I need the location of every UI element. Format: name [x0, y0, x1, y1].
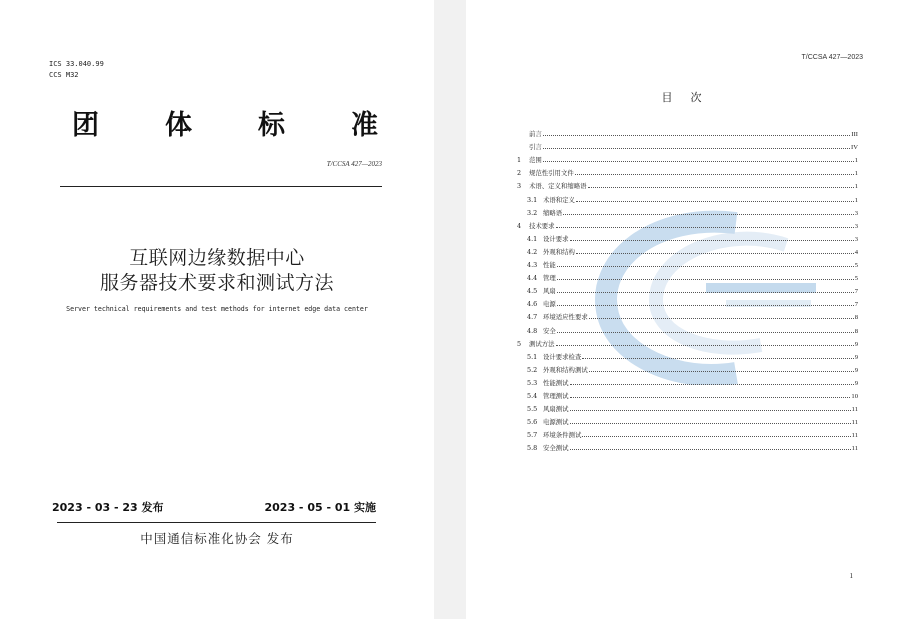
toc-entry-page: 3 — [854, 222, 858, 230]
toc-entry-page: 11 — [851, 445, 858, 453]
toc-entry-title: 电源测试 — [543, 418, 569, 427]
toc-entry-title: 测试方法 — [529, 339, 555, 348]
standard-type-heading — [72, 103, 378, 142]
standard-type-char: 体 — [165, 110, 192, 141]
toc-leader-dots — [576, 201, 854, 202]
toc-entry-number: 3.1 — [527, 195, 538, 204]
toc-leader-dots — [570, 423, 851, 424]
toc-leader-dots — [575, 174, 854, 175]
toc-entry-page: 8 — [854, 327, 858, 335]
toc-leader-dots — [556, 227, 854, 228]
toc-entry[interactable] — [517, 361, 858, 374]
toc-entry-number: 5.6 — [527, 418, 538, 427]
toc-entry-page: 9 — [854, 366, 858, 374]
toc-entry[interactable] — [517, 282, 858, 295]
toc-entry-page: 1 — [854, 170, 858, 178]
toc-entry[interactable] — [517, 295, 858, 308]
document-title-line-1: 互联网边缘数据中心 — [129, 247, 305, 269]
toc-leader-dots — [563, 214, 854, 215]
toc-entry[interactable] — [517, 374, 858, 387]
toc-entry-title: 技术要求 — [529, 221, 555, 230]
toc-leader-dots — [557, 305, 854, 306]
toc-entry-number: 4.5 — [527, 287, 538, 296]
toc-entry-number: 4.8 — [527, 326, 538, 335]
toc-entry-title: 环境适应性要求 — [543, 313, 588, 322]
toc-leader-dots — [543, 135, 851, 136]
toc-entry[interactable] — [517, 164, 858, 177]
cover-page — [0, 0, 434, 619]
toc-entry-page: IV — [851, 144, 858, 152]
toc-page — [466, 0, 897, 619]
toc-leader-dots — [556, 345, 854, 346]
toc-leader-dots — [557, 292, 854, 293]
standard-code: T/CCSA 427—2023 — [801, 54, 863, 61]
toc-entry-page: 7 — [854, 288, 858, 296]
toc-entry-page: 1 — [854, 183, 858, 191]
page-number: 1 — [849, 572, 853, 580]
toc-leader-dots — [543, 148, 850, 149]
toc-entry-page: 3 — [854, 235, 858, 243]
toc-leader-dots — [588, 187, 854, 188]
toc-entry-title: 设计要求检查 — [543, 352, 582, 361]
toc-entry-title: 安全测试 — [543, 444, 569, 453]
toc-entry[interactable] — [517, 125, 858, 138]
toc-leader-dots — [582, 358, 853, 359]
toc-entry-title: 外观和结构 — [543, 247, 575, 256]
release-date: 2023 - 03 - 23 发布 — [52, 501, 164, 514]
toc-entry-title: 设计要求 — [543, 234, 569, 243]
implementation-date: 2023 - 05 - 01 实施 — [264, 501, 376, 514]
toc-entry-title: 环境条件测试 — [543, 431, 582, 440]
toc-leader-dots — [557, 266, 854, 267]
toc-entry-number: 4.4 — [527, 274, 538, 283]
standard-type-char: 标 — [258, 110, 285, 141]
toc-entry[interactable] — [517, 204, 858, 217]
toc-entry-title: 前言 — [529, 130, 542, 139]
toc-entry[interactable] — [517, 177, 858, 190]
toc-entry-title: 电源 — [543, 300, 556, 309]
toc-entry-page: 7 — [854, 301, 858, 309]
toc-leader-dots — [570, 449, 851, 450]
toc-leader-dots — [582, 436, 850, 437]
toc-entry-number: 4.2 — [527, 247, 538, 256]
toc-entry-number: 5.3 — [527, 378, 538, 387]
toc-entry-number: 5.2 — [527, 365, 538, 374]
toc-entry-title: 风扇 — [543, 287, 556, 296]
toc-entry[interactable] — [517, 400, 858, 413]
toc-entry[interactable] — [517, 217, 858, 230]
toc-entry[interactable] — [517, 190, 858, 203]
document-title-english: Server technical requirements and test methods for internet edge data center — [66, 305, 368, 313]
toc-entry-page: 9 — [854, 379, 858, 387]
toc-entry-number: 4.7 — [527, 313, 538, 322]
toc-entry-page: III — [851, 131, 858, 139]
toc-entry-page: 9 — [854, 353, 858, 361]
toc-entry-title: 安全 — [543, 326, 556, 335]
standard-type-char: 准 — [351, 110, 378, 141]
toc-leader-dots — [557, 279, 854, 280]
toc-entry-number: 5.4 — [527, 391, 538, 400]
toc-entry-page: 8 — [854, 314, 858, 322]
divider — [60, 186, 382, 187]
toc-entry-number: 2 — [517, 169, 522, 178]
toc-entry[interactable] — [517, 269, 858, 282]
toc-entry[interactable] — [517, 230, 858, 243]
toc-entry-number: 5.1 — [527, 352, 538, 361]
toc-entry-title: 性能测试 — [543, 378, 569, 387]
ics-code: ICS 33.040.99 — [49, 60, 104, 68]
toc-entry[interactable] — [517, 243, 858, 256]
toc-entry-number: 4 — [517, 221, 522, 230]
toc-entry-number: 5.5 — [527, 405, 538, 414]
toc-leader-dots — [576, 253, 854, 254]
toc-entry-number: 4.6 — [527, 300, 538, 309]
toc-entry-title: 管理测试 — [543, 391, 569, 400]
toc-entry-number: 5.8 — [527, 444, 538, 453]
toc-entry-page: 11 — [851, 406, 858, 414]
toc-entry-title: 术语和定义 — [543, 195, 575, 204]
toc-entry-title: 管理 — [543, 274, 556, 283]
toc-entry-page: 3 — [854, 209, 858, 217]
divider — [57, 522, 376, 523]
toc-leader-dots — [589, 371, 854, 372]
toc-entry[interactable] — [517, 335, 858, 348]
toc-entry[interactable] — [517, 426, 858, 439]
toc-leader-dots — [570, 410, 851, 411]
toc-entry-page: 11 — [851, 432, 858, 440]
toc-leader-dots — [570, 240, 854, 241]
toc-entry-page: 1 — [854, 196, 858, 204]
toc-entry[interactable] — [517, 413, 858, 426]
toc-leader-dots — [543, 161, 854, 162]
toc-entry-title: 风扇测试 — [543, 405, 569, 414]
toc-entry-title: 规范性引用文件 — [529, 169, 574, 178]
standard-code: T/CCSA 427—2023 — [326, 160, 382, 168]
toc-leader-dots — [557, 332, 854, 333]
toc-list — [517, 125, 858, 452]
toc-entry-title: 引言 — [529, 143, 542, 152]
toc-entry-page: 4 — [854, 248, 858, 256]
toc-entry-number: 3 — [517, 182, 522, 191]
toc-entry-page: 5 — [854, 275, 858, 283]
toc-entry-title: 术语、定义和缩略语 — [529, 182, 587, 191]
toc-entry[interactable] — [517, 387, 858, 400]
toc-entry-page: 10 — [851, 392, 858, 400]
toc-entry[interactable] — [517, 151, 858, 164]
toc-leader-dots — [570, 397, 851, 398]
toc-entry[interactable] — [517, 321, 858, 334]
toc-entry-page: 1 — [854, 157, 858, 165]
toc-entry-number: 4.3 — [527, 261, 538, 270]
ccs-code: CCS M32 — [49, 71, 79, 79]
toc-entry[interactable] — [517, 439, 858, 452]
toc-entry-title: 缩略语 — [543, 208, 563, 217]
toc-entry-page: 5 — [854, 262, 858, 270]
toc-entry-title: 范围 — [529, 156, 542, 165]
toc-entry-number: 5.7 — [527, 431, 538, 440]
toc-entry-page: 9 — [854, 340, 858, 348]
toc-heading: 目次 — [661, 91, 720, 104]
toc-entry-number: 5 — [517, 339, 522, 348]
toc-entry-title: 性能 — [543, 261, 556, 270]
toc-entry-page: 11 — [851, 419, 858, 427]
toc-entry-number: 4.1 — [527, 234, 538, 243]
toc-entry-number: 1 — [517, 156, 522, 165]
toc-entry-title: 外观和结构测试 — [543, 365, 588, 374]
toc-entry[interactable] — [517, 138, 858, 151]
toc-leader-dots — [570, 384, 854, 385]
toc-entry-number: 3.2 — [527, 208, 538, 217]
toc-leader-dots — [589, 318, 854, 319]
toc-entry[interactable] — [517, 256, 858, 269]
toc-entry[interactable] — [517, 308, 858, 321]
document-title-line-2: 服务器技术要求和测试方法 — [99, 272, 334, 294]
standard-type-char: 团 — [72, 110, 99, 141]
toc-entry[interactable] — [517, 348, 858, 361]
publisher: 中国通信标准化协会 发布 — [140, 531, 294, 546]
